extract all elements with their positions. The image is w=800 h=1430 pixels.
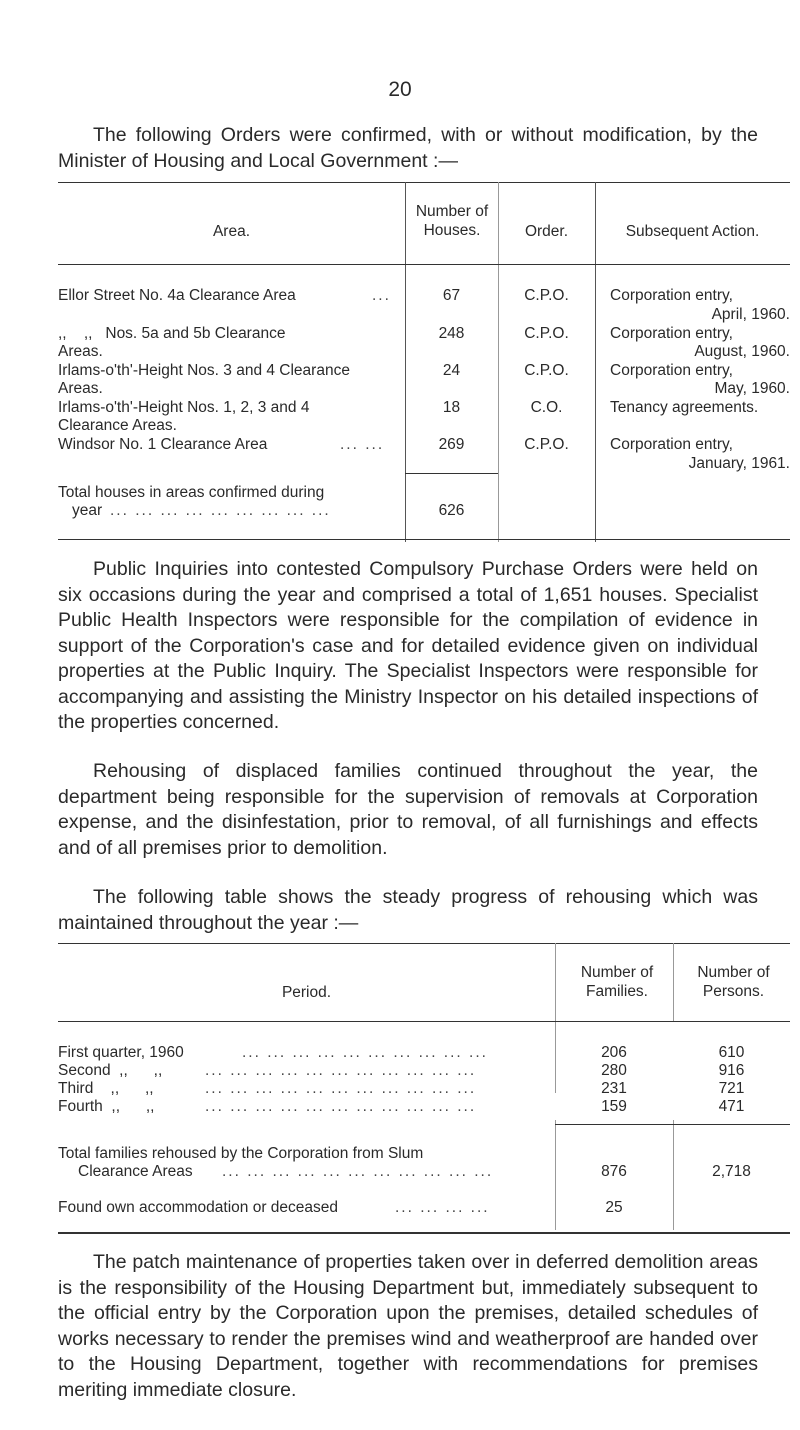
persons-cell: 471 — [718, 1098, 745, 1115]
action-cell: Tenancy agreements. — [610, 399, 759, 416]
total-label: Total houses in areas confirmed during — [58, 484, 325, 501]
action-cell: Corporation entry, — [610, 362, 733, 379]
leader-dots: ... ... ... ... ... ... ... ... ... ... — [242, 1044, 488, 1061]
header-action: Subsequent Action. — [625, 223, 760, 240]
header-houses: Number of Houses. — [415, 203, 489, 239]
patch-maintenance-paragraph: The patch maintenance of properties taken over in deferred demolition areas is the responsibility of the Housing Department but, immediately subsequent to the official entry by the Corporation upon the premises, detailed schedules of works necessary to render the premises wind and weatherproof are handed over to the Housing Department, together with recommendations for premises meriting immediate closure. — [58, 1251, 758, 1401]
action-date: August, 1960. — [694, 343, 790, 360]
total-label-cont: year — [72, 502, 103, 519]
order-cell: C.P.O. — [524, 325, 569, 342]
leader-dots: ... ... ... ... ... ... ... ... ... ... ... — [205, 1098, 477, 1115]
houses-cell: 269 — [438, 436, 465, 453]
header-families: Number of Families. — [580, 964, 654, 1000]
area-cell: Ellor Street No. 4a Clearance Area — [58, 287, 296, 304]
header-persons: Number of Persons. — [697, 964, 770, 1000]
header-area: Area. — [212, 223, 251, 240]
action-cell: Corporation entry, — [610, 436, 733, 453]
area-cell: ,, ,, Nos. 5a and 5b Clearance — [58, 325, 286, 342]
area-cell: Irlams-o'th'-Height Nos. 3 and 4 Clearance — [58, 362, 350, 379]
total-persons: 2,718 — [712, 1163, 751, 1180]
total-label-cont: Clearance Areas — [78, 1163, 193, 1180]
houses-cell: 18 — [442, 399, 461, 416]
families-cell: 159 — [601, 1098, 627, 1115]
period-cell: Second ,, ,, — [58, 1062, 163, 1079]
header-order: Order. — [524, 223, 569, 240]
page-number: 20 — [388, 78, 412, 101]
leader-dots: ... ... ... ... ... ... ... ... ... ... ... — [222, 1163, 494, 1180]
order-cell: C.P.O. — [524, 436, 569, 453]
leader-dots: ... — [372, 287, 391, 304]
total-families: 876 — [601, 1163, 627, 1180]
leader-dots: ... ... ... ... — [395, 1199, 490, 1216]
action-date: April, 1960. — [711, 306, 790, 323]
found-families: 25 — [605, 1199, 623, 1216]
area-cell-cont: Areas. — [58, 343, 103, 360]
houses-cell: 67 — [442, 287, 461, 304]
intro-paragraph: The following Orders were confirmed, with or without modification, by the Minister of Housing and Local Government :— — [58, 124, 758, 172]
action-cell: Corporation entry, — [610, 325, 733, 342]
header-period: Period. — [281, 984, 332, 1001]
period-cell: First quarter, 1960 — [58, 1044, 184, 1061]
leader-dots: ... ... — [340, 436, 385, 453]
period-cell: Third ,, ,, — [58, 1080, 154, 1097]
persons-cell: 721 — [718, 1080, 745, 1097]
period-cell: Fourth ,, ,, — [58, 1098, 155, 1115]
houses-cell: 24 — [442, 362, 461, 379]
action-date: May, 1960. — [714, 380, 790, 397]
order-cell: C.O. — [530, 399, 563, 416]
area-cell-cont: Clearance Areas. — [58, 417, 177, 434]
action-cell: Corporation entry, — [610, 287, 733, 304]
total-label: Total families rehoused by the Corporation from Slum — [58, 1145, 424, 1162]
area-cell-cont: Areas. — [58, 380, 103, 397]
houses-cell: 248 — [438, 325, 465, 342]
table-intro-paragraph: The following table shows the steady progress of rehousing which was maintained throughout the year :— — [58, 886, 758, 934]
area-cell: Irlams-o'th'-Height Nos. 1, 2, 3 and 4 — [58, 399, 310, 416]
persons-cell: 916 — [718, 1062, 745, 1079]
leader-dots: ... ... ... ... ... ... ... ... ... ... ... — [205, 1080, 477, 1097]
total-value: 626 — [438, 502, 465, 519]
found-label: Found own accommodation or deceased — [58, 1199, 339, 1216]
order-cell: C.P.O. — [524, 362, 569, 379]
rehousing-paragraph: Rehousing of displaced families continued throughout the year, the department being responsible for the supervision of removals at Corporation expense, and the disinfestation, prior to removal, of all furnishings and effects and of all premises prior to demolition. — [58, 760, 758, 859]
families-cell: 231 — [601, 1080, 627, 1097]
order-cell: C.P.O. — [524, 287, 569, 304]
families-cell: 206 — [601, 1044, 627, 1061]
inquiries-paragraph: Public Inquiries into contested Compulsory Purchase Orders were held on six occasions during the year and comprised a total of 1,651 houses. Specialist Public Health Inspectors were responsible for the compilation of evidence in support of the Corporation's case and for detailed evidence given on individual properties at the Public Inquiry. The Specialist Inspectors were responsible for accompanying and assisting the Ministry Inspector on his detailed inspections of the properties concerned. — [58, 558, 758, 733]
persons-cell: 610 — [718, 1044, 745, 1061]
leader-dots: ... ... ... ... ... ... ... ... ... ... ... — [205, 1062, 477, 1079]
action-date: January, 1961. — [688, 455, 790, 472]
families-cell: 280 — [601, 1062, 627, 1079]
area-cell: Windsor No. 1 Clearance Area — [58, 436, 268, 453]
leader-dots: ... ... ... ... ... ... ... ... ... — [110, 502, 331, 519]
